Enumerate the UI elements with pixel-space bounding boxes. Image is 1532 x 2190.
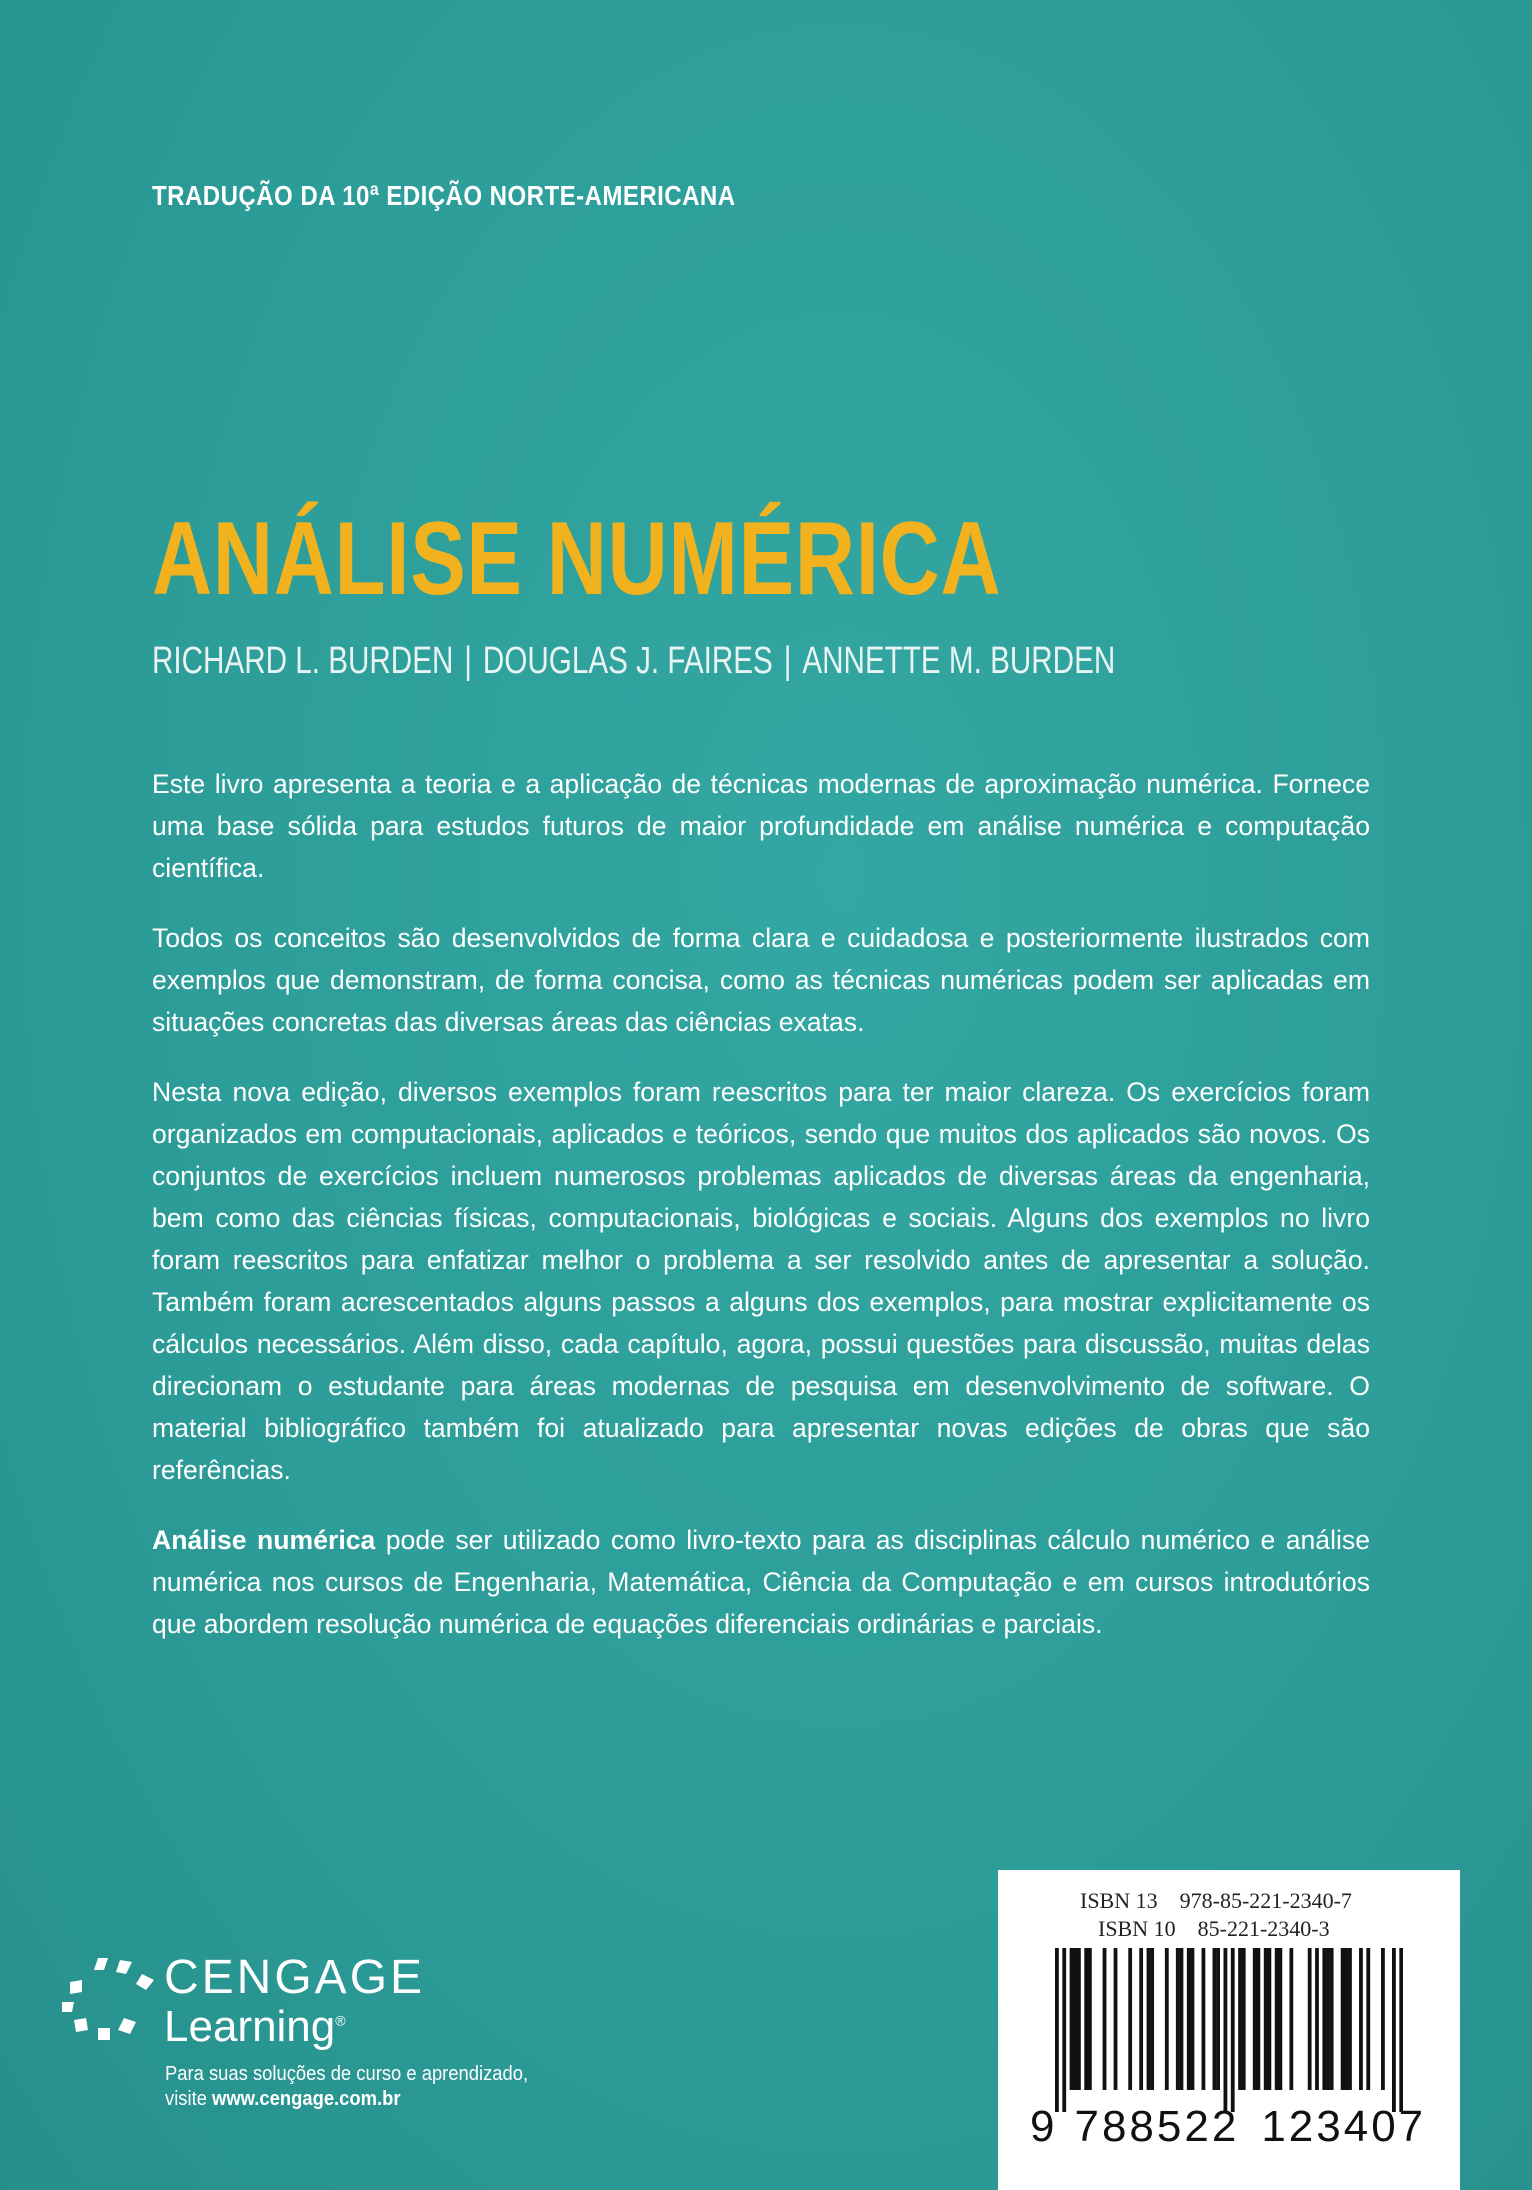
barcode-guard-bar (1399, 1948, 1403, 2112)
barcode-bar (1278, 1948, 1282, 2090)
barcode-guard-bar (1062, 1948, 1066, 2112)
barcode-bar (1308, 1948, 1312, 2090)
isbn10-value: 85-221-2340-3 (1197, 1916, 1330, 1941)
author-separator: | (464, 640, 473, 682)
barcode-bar (1264, 1948, 1268, 2090)
promo-visit-prefix: visite (165, 2088, 213, 2110)
publisher-website-link[interactable]: www.cengage.com.br (212, 2088, 401, 2110)
trademark-symbol: ® (335, 2012, 346, 2029)
barcode-bar (1213, 1948, 1217, 2090)
barcode-guard-bar (1224, 1948, 1228, 2112)
barcode-bar (1180, 1948, 1184, 2090)
synopsis-paragraph-text: pode ser utilizado como livro-texto para as disciplinas cálculo numérico e análise numérica nos cursos de Engenharia, Matemática, Ciência da Computação e em cursos introdutórios que abordem resolução numérica de equações diferenciais ordinárias e parciais. (152, 1525, 1371, 1639)
barcode-bar (1256, 1948, 1260, 2090)
author-name: RICHARD L. BURDEN (152, 640, 454, 682)
isbn-barcode-panel (998, 1870, 1460, 2190)
barcode-bar (1238, 1948, 1242, 2090)
barcode-bar (1366, 1948, 1370, 2090)
barcode-bar (1275, 1948, 1279, 2090)
barcode-guard-bar (1392, 1948, 1396, 2112)
barcode-bar (1191, 1948, 1195, 2090)
isbn10-label: ISBN 10 (1098, 1916, 1176, 1941)
synopsis-paragraph (152, 1519, 1370, 1645)
barcode-bar (1322, 1948, 1326, 2090)
barcode-digits (1030, 2102, 1426, 2152)
author-separator: | (783, 640, 792, 682)
barcode-bar (1103, 1948, 1107, 2090)
synopsis-paragraph: Este livro apresenta a teoria e a aplicação de técnicas modernas de aproximação numérica. Fornece uma base sólida para estudos futuros de maior profundidade em análise numérica e computação científica. (152, 769, 1370, 883)
author-line (152, 640, 1115, 683)
barcode-bar (1165, 1948, 1169, 2090)
barcode-bar (1267, 1948, 1271, 2090)
isbn10-line (1098, 1916, 1330, 1942)
edition-label: TRADUÇÃO DA 10ª EDIÇÃO NORTE-AMERICANA (152, 180, 736, 211)
barcode-bar (1253, 1948, 1257, 2090)
barcode-bar (1139, 1948, 1143, 2090)
barcode-guard-bar (1055, 1948, 1059, 2112)
barcode-bar (1348, 1948, 1352, 2090)
cengage-logo-icon (60, 1956, 164, 2046)
promo-visit (165, 2087, 528, 2112)
barcode-bar (1341, 1948, 1345, 2090)
barcode-bar (1216, 1948, 1220, 2090)
barcode-bar (1289, 1948, 1293, 2090)
barcode-bar (1077, 1948, 1081, 2090)
isbn13-label: ISBN 13 (1080, 1888, 1158, 1913)
publisher-subname (164, 2002, 346, 2052)
synopsis (152, 763, 1370, 1673)
barcode-bar (1315, 1948, 1319, 2090)
barcode-bar (1150, 1948, 1154, 2090)
synopsis-paragraph: Todos os conceitos são desenvolvidos de forma clara e cuidadosa e posteriormente ilustrados com exemplos que demonstram, de forma concisa, como as técnicas numéricas podem ser aplicadas em situações concretas das diversas áreas das ciências exatas. (152, 923, 1370, 1037)
barcode-bar (1147, 1948, 1151, 2090)
barcode-guard-bar (1231, 1948, 1235, 2112)
barcode-bar (1088, 1948, 1092, 2090)
barcode-bar (1202, 1948, 1206, 2090)
barcode-bar (1084, 1948, 1088, 2090)
barcode (1055, 1948, 1403, 2112)
publisher-name: CENGAGE (164, 1951, 426, 2004)
synopsis-paragraph: Nesta nova edição, diversos exemplos foram reescritos para ter maior clareza. Os exercícios foram organizados em computacionais, aplicados e teóricos, sendo que muitos dos aplicados são novos. Os conjuntos de exercícios incluem numerosos problemas aplicados de diversas áreas da engenharia, bem como das ciências físicas, computacionais, biológicas e sociais. Alguns dos exemplos no livro foram reescritos para enfatizar melhor o problema a ser resolvido antes de apresentar a solução. Também foram acrescentados alguns passos a alguns dos exemplos, para mostrar explicitamente os cálculos necessários. Além disso, cada capítulo, agora, possui questões para discussão, muitas delas direcionam o estudante para áreas modernas de pesquisa em desenvolvimento de software. O material bibliográfico também foi atualizado para apresentar novas edições de obras que são referências. (152, 1077, 1370, 1485)
barcode-bar (1242, 1948, 1246, 2090)
barcode-bar (1381, 1948, 1385, 2090)
author-name: DOUGLAS J. FAIRES (482, 640, 773, 682)
barcode-bar (1128, 1948, 1132, 2090)
isbn13-value: 978-85-221-2340-7 (1179, 1888, 1352, 1913)
barcode-bar (1070, 1948, 1074, 2090)
promo-tagline: Para suas soluções de curso e aprendizado, (165, 2063, 529, 2085)
publisher-subname-text: Learning (164, 2002, 336, 2051)
barcode-bar (1344, 1948, 1348, 2090)
barcode-group-right: 123407 (1261, 2102, 1427, 2151)
isbn13-line (1080, 1888, 1352, 1914)
barcode-bar (1114, 1948, 1118, 2090)
barcode-bar (1359, 1948, 1363, 2090)
barcode-group-left: 788522 (1074, 2102, 1240, 2151)
barcode-bar (1187, 1948, 1191, 2090)
author-name: ANNETTE M. BURDEN (802, 640, 1116, 682)
barcode-bar (1330, 1948, 1334, 2090)
barcode-bar (1176, 1948, 1180, 2090)
book-title-inline: Análise numérica (152, 1525, 376, 1555)
barcode-lead-digit: 9 (1030, 2102, 1055, 2151)
barcode-bar (1326, 1948, 1330, 2090)
publisher-promo (165, 2062, 528, 2112)
barcode-bar (1073, 1948, 1077, 2090)
book-title: ANÁLISE NUMÉRICA (152, 501, 1002, 617)
